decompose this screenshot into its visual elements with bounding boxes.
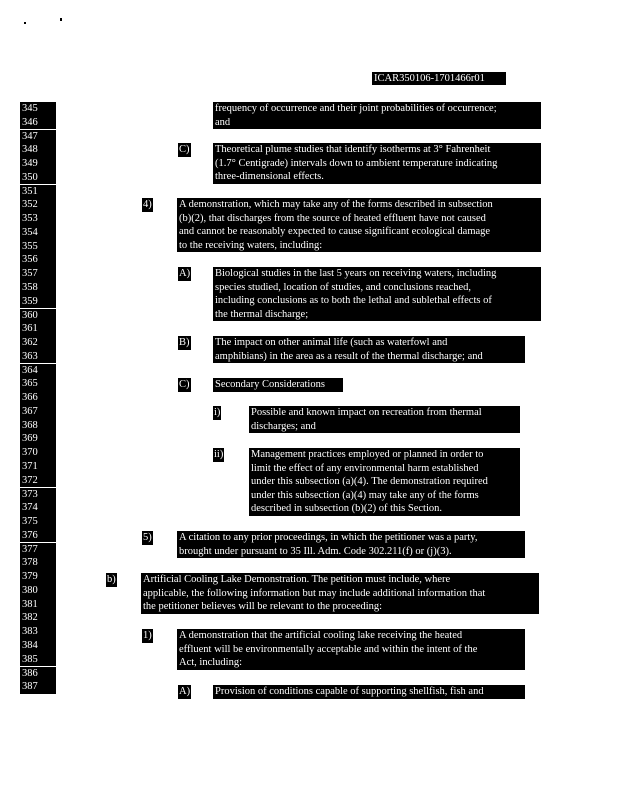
text-line: the thermal discharge; [215, 308, 309, 320]
line-number: 354 [20, 226, 56, 240]
text-block-b1 [177, 629, 525, 670]
item-label-C: C) [179, 144, 190, 155]
line-number: 363 [20, 350, 56, 364]
line-number: 355 [20, 240, 56, 254]
line-number: 350 [20, 171, 56, 185]
text-line: (b)(2), that discharges from the source of heated effluent have not caused [179, 212, 486, 224]
line-number: 347 [20, 130, 56, 144]
line-number: 376 [20, 529, 56, 543]
line-number: 356 [20, 253, 56, 267]
line-number: 378 [20, 556, 56, 570]
text-line: Biological studies in the last 5 years on receiving waters, including [215, 268, 497, 279]
text-line: A demonstration, which may take any of the forms described in subsection [179, 199, 493, 210]
line-number: 349 [20, 157, 56, 171]
text-line: A citation to any prior proceedings, in which the petitioner was a party, [179, 532, 478, 543]
item-label-4Ci: i) [214, 407, 221, 418]
text-line: species studied, location of studies, and conclusions reached, [215, 281, 472, 293]
line-number: 381 [20, 598, 56, 612]
item-label-4: 4) [143, 199, 152, 210]
text-line: frequency of occurrence and their joint probabilities of occurrence; [215, 103, 497, 114]
text-line: Secondary Considerations [215, 379, 325, 390]
line-number: 352 [20, 198, 56, 212]
item-label-4C: C) [179, 379, 190, 390]
text-line: Possible and known impact on recreation from thermal [251, 407, 482, 418]
line-number: 370 [20, 446, 56, 460]
text-line: amphibians) in the area as a result of the thermal discharge; and [215, 350, 483, 362]
text-line: Act, including: [179, 657, 242, 669]
text-block-5 [177, 531, 525, 558]
text-block-4B [213, 336, 525, 363]
document-id: ICAR350106-1701466r01 [372, 72, 506, 85]
line-number: 386 [20, 667, 56, 681]
item-label-5: 5) [143, 532, 152, 543]
text-block-4Cii [249, 448, 520, 516]
text-line: Provision of conditions capable of supporting shellfish, fish and [215, 686, 484, 697]
item-label-4Cii: ii) [214, 449, 224, 460]
line-number: 369 [20, 432, 56, 446]
text-block-4A [213, 267, 541, 321]
item-label-b1A: A) [179, 686, 191, 697]
line-number: 375 [20, 515, 56, 529]
line-number: 380 [20, 584, 56, 598]
text-line: limit the effect of any environmental harm established [251, 462, 479, 474]
text-line: brought under pursuant to 35 Ill. Adm. Code 302.211(f) or (j)(3). [179, 545, 452, 557]
text-line: and [215, 116, 231, 128]
line-number: 384 [20, 639, 56, 653]
scan-speck [24, 22, 26, 24]
text-line: The impact on other animal life (such as waterfowl and [215, 337, 448, 348]
text-line: under this subsection (a)(4). The demonstration required [251, 476, 488, 488]
text-line: Management practices employed or planned in order to [251, 449, 484, 460]
line-number: 351 [20, 185, 56, 199]
text-line: effluent will be environmentally acceptable and within the intent of the [179, 643, 478, 655]
line-number: 366 [20, 391, 56, 405]
text-line: discharges; and [251, 420, 316, 432]
line-number: 374 [20, 501, 56, 515]
line-number: 387 [20, 680, 56, 694]
line-number: 359 [20, 295, 56, 309]
text-line: Artificial Cooling Lake Demonstration. The petition must include, where [143, 574, 451, 585]
text-line: Theoretical plume studies that identify isotherms at 3° Fahrenheit [215, 144, 491, 155]
item-label-4A: A) [179, 268, 191, 279]
line-number: 368 [20, 419, 56, 433]
line-number: 353 [20, 212, 56, 226]
line-number: 365 [20, 377, 56, 391]
text-line: the petitioner believes will be relevant to the proceeding: [143, 601, 383, 613]
line-number: 357 [20, 267, 56, 281]
text-block-C [213, 143, 541, 184]
text-line: three-dimensional effects. [215, 171, 324, 183]
line-number: 361 [20, 322, 56, 336]
text-block-b [141, 573, 539, 614]
scan-speck [60, 18, 62, 21]
line-number: 371 [20, 460, 56, 474]
text-line: under this subsection (a)(4) may take any of the forms [251, 489, 479, 501]
text-line: including conclusions as to both the lethal and sublethal effects of [215, 295, 492, 307]
line-number: 362 [20, 336, 56, 350]
text-block-cont [213, 102, 541, 129]
line-number: 348 [20, 143, 56, 157]
text-block-4 [177, 198, 541, 252]
item-label-b1: 1) [143, 630, 152, 641]
text-block-4Ci [249, 406, 520, 433]
line-number: 377 [20, 543, 56, 557]
line-number: 358 [20, 281, 56, 295]
line-number: 373 [20, 488, 56, 502]
text-line: (1.7° Centigrade) intervals down to ambient temperature indicating [215, 157, 498, 169]
text-line: to the receiving waters, including: [179, 239, 323, 251]
line-number: 379 [20, 570, 56, 584]
text-line: applicable, the following information but may include additional information that [143, 587, 486, 599]
text-line: described in subsection (b)(2) of this Section. [251, 503, 442, 515]
text-block-4C [213, 378, 343, 392]
text-block-b1A [213, 685, 525, 699]
line-number: 346 [20, 116, 56, 130]
line-number: 382 [20, 611, 56, 625]
item-label-4B: B) [179, 337, 190, 348]
line-number: 360 [20, 309, 56, 323]
line-number: 345 [20, 102, 56, 116]
item-label-b: b) [107, 574, 116, 585]
line-number: 383 [20, 625, 56, 639]
line-number: 385 [20, 653, 56, 667]
line-number: 364 [20, 364, 56, 378]
text-line: A demonstration that the artificial cooling lake receiving the heated [179, 630, 463, 641]
line-number: 372 [20, 474, 56, 488]
text-line: and cannot be reasonably expected to cause significant ecological damage [179, 226, 491, 238]
line-number: 367 [20, 405, 56, 419]
